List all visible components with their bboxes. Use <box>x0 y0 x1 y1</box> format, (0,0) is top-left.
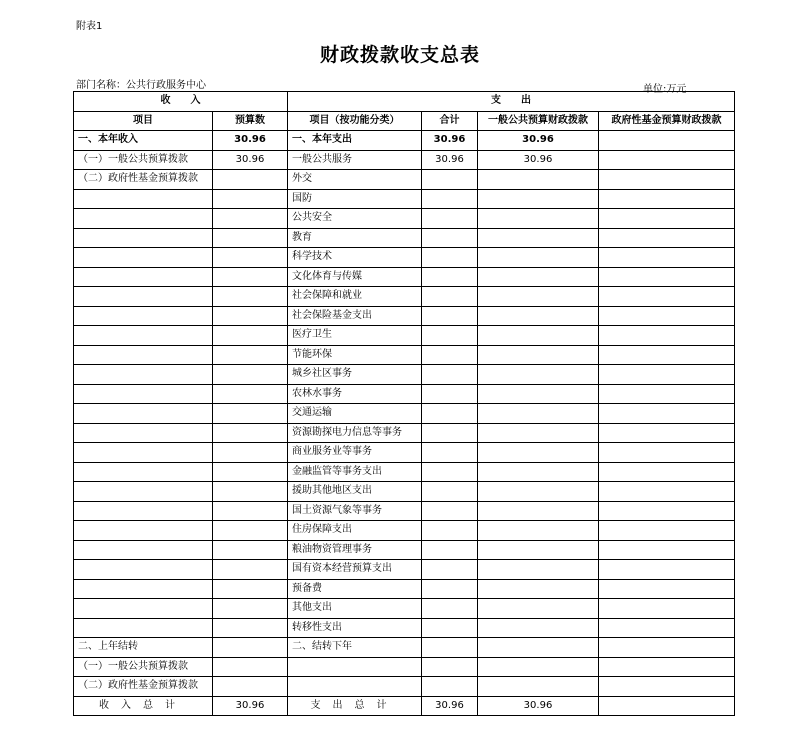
table-row <box>74 150 735 170</box>
expense-item-cell: 援助其他地区支出 <box>288 482 422 502</box>
income-item-cell <box>74 384 213 404</box>
gov-fund-cell <box>599 384 735 404</box>
expense-total-cell <box>422 326 478 346</box>
income-value-cell <box>213 560 288 580</box>
expense-item-cell: 预备费 <box>288 579 422 599</box>
income-value-cell <box>213 501 288 521</box>
expense-total-cell <box>422 423 478 443</box>
col-income-budget: 预算数 <box>213 111 288 131</box>
income-value-cell <box>213 657 288 677</box>
page-title: 财政拨款收支总表 <box>319 44 480 66</box>
expense-item-cell: 一、本年支出 <box>288 131 422 151</box>
general-budget-cell <box>478 170 599 190</box>
gov-fund-cell <box>599 365 735 385</box>
expense-item-cell: 资源勘探电力信息等事务 <box>288 423 422 443</box>
table-row <box>74 365 735 385</box>
income-item-cell <box>74 306 213 326</box>
general-budget-cell <box>478 560 599 580</box>
expense-item-cell: 粮油物资管理事务 <box>288 540 422 560</box>
expense-item-cell: 国有资本经营预算支出 <box>288 560 422 580</box>
income-value-cell: 30.96 <box>213 131 288 151</box>
unit-label: 单位:万元 <box>643 84 687 95</box>
expense-total-cell <box>422 306 478 326</box>
gov-fund-cell <box>599 482 735 502</box>
expense-total-cell <box>422 482 478 502</box>
expense-total-cell <box>422 443 478 463</box>
expense-total-cell <box>422 365 478 385</box>
table-row <box>74 560 735 580</box>
income-value-cell <box>213 248 288 268</box>
col-expense-item: 项目（按功能分类） <box>288 111 422 131</box>
income-value-cell <box>213 209 288 229</box>
table-row <box>74 384 735 404</box>
table-row <box>74 599 735 619</box>
expense-item-cell: 外交 <box>288 170 422 190</box>
general-budget-cell: 30.96 <box>478 150 599 170</box>
expense-item-cell: 一般公共服务 <box>288 150 422 170</box>
table-row <box>74 618 735 638</box>
expense-item-cell: 金融监管等事务支出 <box>288 462 422 482</box>
expense-total-cell <box>422 248 478 268</box>
income-item-cell: 二、上年结转 <box>74 638 213 658</box>
expense-total-cell <box>422 677 478 697</box>
income-value-cell <box>213 638 288 658</box>
general-budget-cell <box>478 287 599 307</box>
annex-label: 附表1 <box>76 21 103 32</box>
income-value-cell <box>213 521 288 541</box>
gov-fund-cell <box>599 521 735 541</box>
general-budget-cell <box>478 638 599 658</box>
expense-total-cell <box>422 638 478 658</box>
gov-fund-cell <box>599 599 735 619</box>
income-item-cell <box>74 228 213 248</box>
table-row <box>74 443 735 463</box>
expense-total-cell <box>422 345 478 365</box>
income-value-cell <box>213 482 288 502</box>
expense-item-cell: 节能环保 <box>288 345 422 365</box>
expense-total-cell: 30.96 <box>422 131 478 151</box>
gov-fund-cell <box>599 677 735 697</box>
table-row <box>74 189 735 209</box>
expense-total-cell <box>422 209 478 229</box>
expense-total-cell <box>422 599 478 619</box>
general-budget-cell <box>478 306 599 326</box>
income-item-cell <box>74 599 213 619</box>
expense-item-cell: 二、结转下年 <box>288 638 422 658</box>
gov-fund-cell <box>599 657 735 677</box>
table-row <box>74 131 735 151</box>
expense-item-cell: 公共安全 <box>288 209 422 229</box>
gov-fund-cell <box>599 501 735 521</box>
gov-fund-cell <box>599 150 735 170</box>
expense-item-cell: 交通运输 <box>288 404 422 424</box>
general-budget-cell <box>478 657 599 677</box>
gov-fund-cell <box>599 560 735 580</box>
gov-fund-cell <box>599 248 735 268</box>
gov-fund-cell <box>599 267 735 287</box>
table-row <box>74 521 735 541</box>
col-expense-total: 合计 <box>422 111 478 131</box>
gov-fund-cell <box>599 404 735 424</box>
income-value-cell <box>213 170 288 190</box>
gov-fund-cell <box>599 462 735 482</box>
income-item-cell: （一）一般公共预算拨款 <box>74 150 213 170</box>
header-row-sections <box>74 92 735 112</box>
totals-row <box>74 696 735 716</box>
general-budget-cell <box>478 579 599 599</box>
table-row <box>74 657 735 677</box>
income-value-cell <box>213 462 288 482</box>
expense-total-cell <box>422 521 478 541</box>
expense-item-cell <box>288 657 422 677</box>
col-gov-fund: 政府性基金预算财政拨款 <box>599 111 735 131</box>
expense-item-cell: 教育 <box>288 228 422 248</box>
gov-fund-cell <box>599 170 735 190</box>
general-budget-cell <box>478 423 599 443</box>
gov-fund-cell <box>599 638 735 658</box>
expense-total-cell <box>422 657 478 677</box>
income-value-cell <box>213 384 288 404</box>
general-budget-cell <box>478 189 599 209</box>
general-budget-cell <box>478 345 599 365</box>
income-value-cell <box>213 267 288 287</box>
expense-total-cell <box>422 501 478 521</box>
income-item-cell <box>74 209 213 229</box>
gov-fund-cell <box>599 209 735 229</box>
expense-total-cell <box>422 189 478 209</box>
expense-total-cell <box>422 462 478 482</box>
general-budget-cell: 30.96 <box>478 131 599 151</box>
income-item-cell <box>74 540 213 560</box>
income-item-cell <box>74 326 213 346</box>
gov-fund-cell <box>599 228 735 248</box>
income-value-cell <box>213 306 288 326</box>
general-budget-cell <box>478 482 599 502</box>
table-row <box>74 248 735 268</box>
expense-item-cell: 文化体育与传媒 <box>288 267 422 287</box>
income-item-cell <box>74 521 213 541</box>
gov-fund-cell <box>599 189 735 209</box>
general-budget-cell <box>478 443 599 463</box>
expense-total-cell <box>422 560 478 580</box>
income-item-cell <box>74 579 213 599</box>
income-value-cell <box>213 677 288 697</box>
table-row <box>74 579 735 599</box>
table-row <box>74 326 735 346</box>
expense-item-cell: 科学技术 <box>288 248 422 268</box>
income-value-cell <box>213 618 288 638</box>
general-budget-cell <box>478 365 599 385</box>
gov-fund-cell <box>599 131 735 151</box>
general-budget-cell <box>478 228 599 248</box>
income-item-cell <box>74 462 213 482</box>
general-budget-cell <box>478 384 599 404</box>
budget-table <box>73 91 735 716</box>
expense-total-value: 30.96 <box>422 696 478 716</box>
income-item-cell <box>74 618 213 638</box>
income-item-cell <box>74 404 213 424</box>
expense-item-cell: 社会保障和就业 <box>288 287 422 307</box>
gov-fund-total <box>599 696 735 716</box>
income-value-cell <box>213 228 288 248</box>
income-item-cell <box>74 560 213 580</box>
gov-fund-cell <box>599 423 735 443</box>
gov-fund-cell <box>599 345 735 365</box>
income-item-cell: （一）一般公共预算拨款 <box>74 657 213 677</box>
income-total-label: 收入总计 <box>74 696 213 716</box>
general-budget-cell <box>478 618 599 638</box>
table-row <box>74 677 735 697</box>
table-row <box>74 404 735 424</box>
expense-item-cell: 社会保险基金支出 <box>288 306 422 326</box>
income-item-cell: （二）政府性基金预算拨款 <box>74 170 213 190</box>
expense-total-cell <box>422 267 478 287</box>
income-value-cell <box>213 540 288 560</box>
table-row <box>74 267 735 287</box>
income-value-cell <box>213 404 288 424</box>
income-value-cell <box>213 423 288 443</box>
col-income-item: 项目 <box>74 111 213 131</box>
income-total-value: 30.96 <box>213 696 288 716</box>
expense-item-cell: 农林水事务 <box>288 384 422 404</box>
table-row <box>74 287 735 307</box>
general-budget-cell <box>478 248 599 268</box>
expense-item-cell: 其他支出 <box>288 599 422 619</box>
income-value-cell <box>213 189 288 209</box>
department-name: 部门名称：公共行政服务中心 <box>76 80 206 91</box>
general-budget-cell <box>478 599 599 619</box>
gov-fund-cell <box>599 618 735 638</box>
income-value-cell <box>213 365 288 385</box>
general-budget-cell <box>478 677 599 697</box>
expense-total-cell <box>422 618 478 638</box>
general-budget-cell <box>478 326 599 346</box>
income-value-cell <box>213 443 288 463</box>
expense-total-cell <box>422 170 478 190</box>
income-item-cell: 一、本年收入 <box>74 131 213 151</box>
general-budget-cell <box>478 267 599 287</box>
gov-fund-cell <box>599 540 735 560</box>
expense-item-cell: 商业服务业等事务 <box>288 443 422 463</box>
income-item-cell: （二）政府性基金预算拨款 <box>74 677 213 697</box>
gov-fund-cell <box>599 326 735 346</box>
expense-item-cell <box>288 677 422 697</box>
income-item-cell <box>74 501 213 521</box>
table-row <box>74 209 735 229</box>
expense-item-cell: 转移性支出 <box>288 618 422 638</box>
income-item-cell <box>74 267 213 287</box>
expense-header: 支 出 <box>288 92 735 112</box>
expense-total-label: 支出总计 <box>288 696 422 716</box>
income-item-cell <box>74 482 213 502</box>
expense-item-cell: 医疗卫生 <box>288 326 422 346</box>
income-value-cell <box>213 326 288 346</box>
income-item-cell <box>74 345 213 365</box>
expense-total-cell: 30.96 <box>422 150 478 170</box>
income-value-cell <box>213 599 288 619</box>
table-row <box>74 462 735 482</box>
gov-fund-cell <box>599 579 735 599</box>
expense-total-cell <box>422 579 478 599</box>
expense-item-cell: 城乡社区事务 <box>288 365 422 385</box>
expense-total-cell <box>422 287 478 307</box>
income-value-cell: 30.96 <box>213 150 288 170</box>
table-row <box>74 228 735 248</box>
general-budget-cell <box>478 540 599 560</box>
general-budget-cell <box>478 521 599 541</box>
general-budget-cell <box>478 462 599 482</box>
table-row <box>74 423 735 443</box>
income-value-cell <box>213 345 288 365</box>
table-row <box>74 345 735 365</box>
income-item-cell <box>74 189 213 209</box>
gov-fund-cell <box>599 287 735 307</box>
table-row <box>74 501 735 521</box>
expense-total-cell <box>422 384 478 404</box>
gov-fund-cell <box>599 443 735 463</box>
general-budget-total: 30.96 <box>478 696 599 716</box>
income-item-cell <box>74 365 213 385</box>
table-row <box>74 482 735 502</box>
income-item-cell <box>74 287 213 307</box>
gov-fund-cell <box>599 306 735 326</box>
expense-total-cell <box>422 228 478 248</box>
table-row <box>74 170 735 190</box>
general-budget-cell <box>478 404 599 424</box>
income-value-cell <box>213 579 288 599</box>
expense-total-cell <box>422 540 478 560</box>
table-row <box>74 540 735 560</box>
general-budget-cell <box>478 501 599 521</box>
expense-total-cell <box>422 404 478 424</box>
table-row <box>74 306 735 326</box>
col-general-budget: 一般公共预算财政拨款 <box>478 111 599 131</box>
income-value-cell <box>213 287 288 307</box>
expense-item-cell: 国土资源气象等事务 <box>288 501 422 521</box>
income-item-cell <box>74 248 213 268</box>
income-item-cell <box>74 443 213 463</box>
income-header: 收 入 <box>74 92 288 112</box>
expense-item-cell: 住房保障支出 <box>288 521 422 541</box>
general-budget-cell <box>478 209 599 229</box>
income-item-cell <box>74 423 213 443</box>
header-row-columns <box>74 111 735 131</box>
table-row <box>74 638 735 658</box>
expense-item-cell: 国防 <box>288 189 422 209</box>
